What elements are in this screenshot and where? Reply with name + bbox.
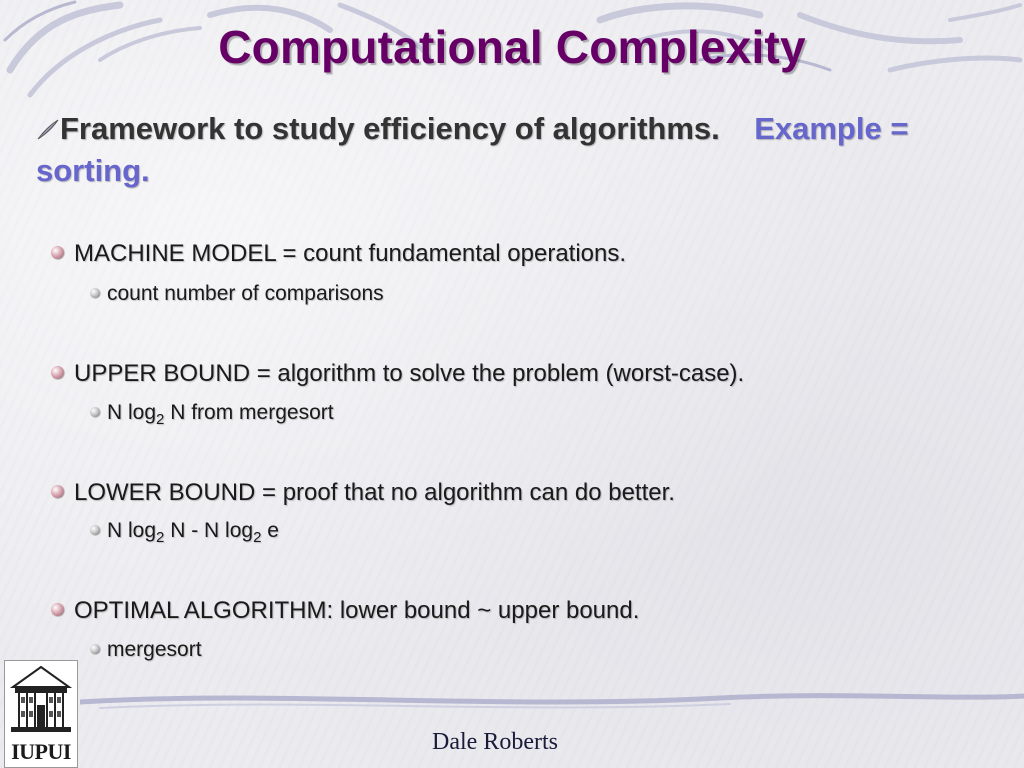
bullet-label: OPTIMAL ALGORITHM: lower bound ~ upper bound.: [74, 597, 640, 624]
sub-bullet-label: mergesort: [107, 638, 202, 661]
sub-bullet-mergesort-bound: [90, 401, 334, 428]
footer-author: Dale Roberts: [432, 729, 558, 755]
formula-subscript: 2: [156, 411, 165, 428]
bullet-lower-bound: [51, 479, 675, 507]
bullet-machine-model: [51, 240, 626, 268]
sphere-bullet-icon: [51, 485, 64, 498]
bullet-optimal-algorithm: [51, 597, 639, 625]
formula-part: N log: [107, 519, 157, 542]
bullet-label: MACHINE MODEL = count fundamental operations.: [74, 240, 627, 267]
sphere-bullet-icon: [51, 603, 64, 616]
formula-part: N log: [107, 401, 157, 424]
building-icon: [5, 661, 77, 739]
sub-bullet-comparisons: [90, 282, 384, 306]
sphere-bullet-icon: [51, 366, 64, 379]
formula-part: N from mergesort: [164, 401, 334, 424]
logo-text: IUPUI: [11, 739, 71, 764]
intro-example: Example = sorting.: [36, 111, 909, 188]
small-sphere-bullet-icon: [90, 407, 100, 417]
sub-bullet-lower-bound-formula: [90, 519, 279, 546]
sphere-bullet-icon: [51, 246, 64, 259]
slide-title: Computational Complexity: [218, 21, 806, 73]
small-sphere-bullet-icon: [90, 525, 100, 535]
formula-part: e: [261, 519, 279, 542]
sub-bullet-mergesort: [90, 638, 202, 662]
formula-subscript: 2: [156, 529, 165, 546]
formula-part: N - N log: [164, 519, 254, 542]
small-sphere-bullet-icon: [90, 644, 100, 654]
bullet-label: UPPER BOUND = algorithm to solve the problem (worst-case).: [74, 360, 745, 387]
intro-text: Framework to study efficiency of algorithms.: [60, 111, 720, 146]
bullet-label: LOWER BOUND = proof that no algorithm can do better.: [74, 479, 675, 506]
formula-subscript: 2: [253, 529, 262, 546]
small-sphere-bullet-icon: [90, 288, 100, 298]
footer-divider-swirl: [80, 688, 1024, 718]
bullet-upper-bound: [51, 360, 744, 388]
quill-icon: [36, 117, 60, 141]
sub-bullet-label: count number of comparisons: [107, 282, 384, 305]
iupui-logo: [4, 660, 78, 768]
intro-paragraph: [36, 108, 996, 192]
